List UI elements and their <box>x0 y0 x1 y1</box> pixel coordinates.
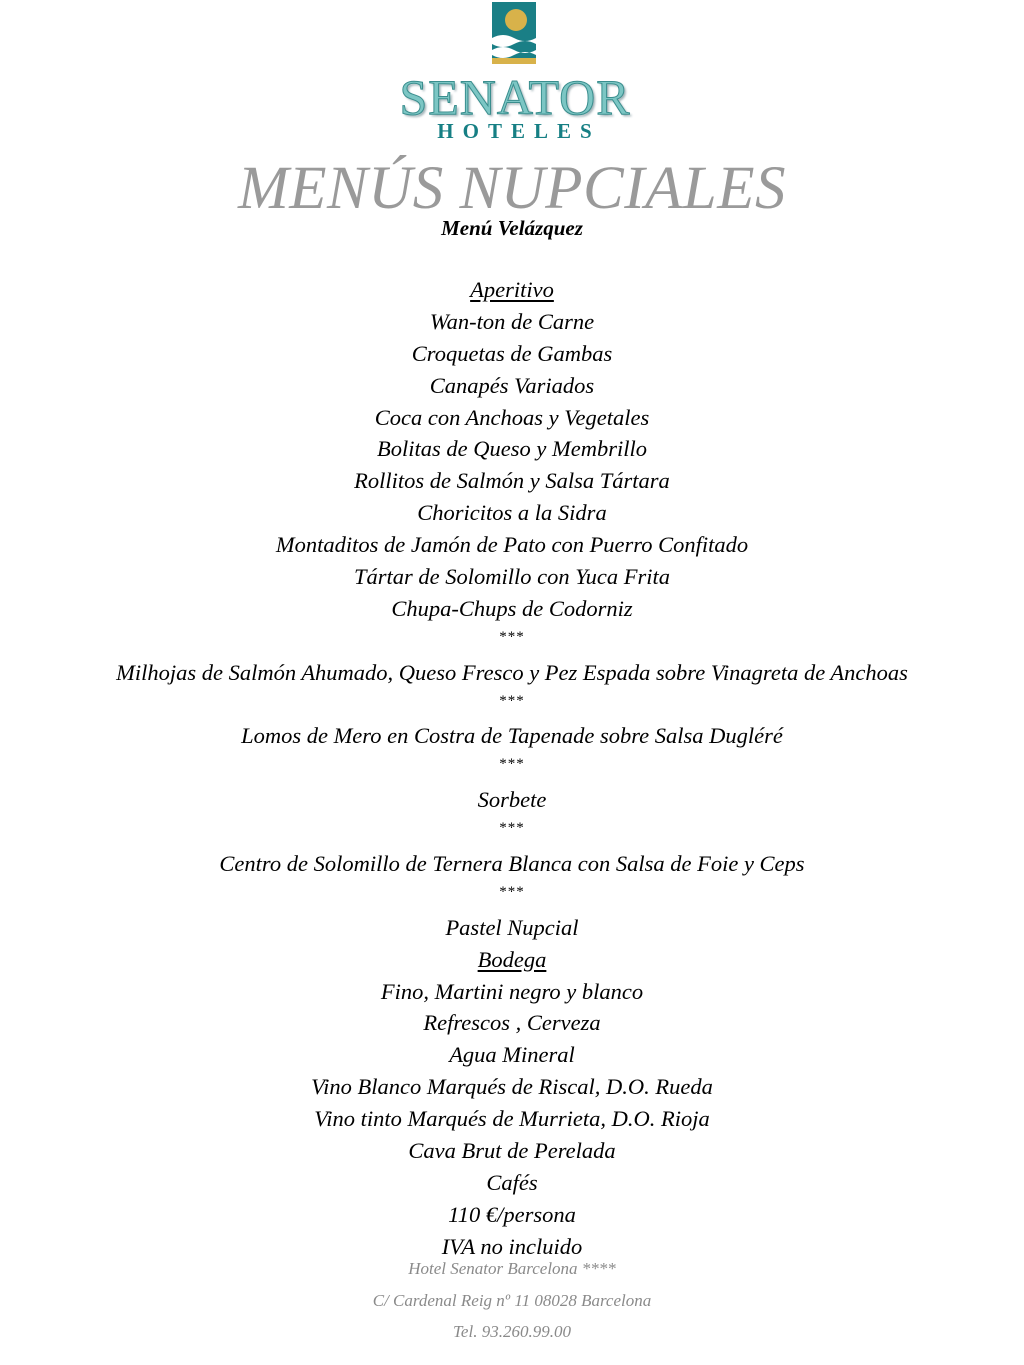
menu-item: IVA no incluido <box>441 1233 583 1259</box>
menu-item: Refrescos , Cerveza <box>423 1010 601 1036</box>
course-separator: *** <box>499 692 525 709</box>
menu-item: Vino tinto Marqués de Murrieta, D.O. Rioja <box>314 1106 710 1132</box>
menu-item: Chupa-Chups de Codorniz <box>391 595 633 621</box>
senator-sun-wave-icon <box>492 2 536 64</box>
menu-item: Montaditos de Jamón de Pato con Puerro Confitado <box>275 532 749 558</box>
menu-item: Lomos de Mero en Costra de Tapenade sobre Salsa Dugléré <box>241 723 783 749</box>
menu-item: Agua Mineral <box>449 1042 575 1068</box>
logo-sub-text: HOTELES <box>437 119 601 143</box>
menu-item: Milhojas de Salmón Ahumado, Queso Fresco y Pez Espada sobre Vinagreta de Anchoas <box>116 659 908 685</box>
menu-item: Fino, Martini negro y blanco <box>380 978 644 1004</box>
menu-item: 110 €/persona <box>448 1201 576 1227</box>
course-separator: *** <box>499 756 525 773</box>
menu-item: Vino Blanco Marqués de Riscal, D.O. Rueda <box>311 1074 713 1100</box>
senator-hoteles-logo <box>380 2 650 142</box>
menu-lines <box>0 274 1024 1263</box>
menu-item: Croquetas de Gambas <box>411 340 613 366</box>
menu-item: Wan-ton de Carne <box>429 308 595 334</box>
menu-item: Cafés <box>486 1169 538 1195</box>
footer-address: C/ Cardenal Reig nº 11 08028 Barcelona <box>372 1291 652 1310</box>
menu-section-heading: Aperitivo <box>470 277 554 302</box>
menu-item: Canapés Variados <box>429 372 595 398</box>
logo-brand-text: SENATOR <box>399 69 631 125</box>
footer-hotel: Hotel Senator Barcelona **** <box>408 1259 616 1278</box>
menu-item: Cava Brut de Perelada <box>408 1138 616 1164</box>
menu-item: Tártar de Solomillo con Yuca Frita <box>353 564 671 590</box>
menu-item: Choricitos a la Sidra <box>417 500 607 526</box>
menu-item: Pastel Nupcial <box>445 914 579 940</box>
course-separator: *** <box>499 820 525 837</box>
menu-item: Coca con Anchoas y Vegetales <box>374 404 650 430</box>
menu-section-heading: Bodega <box>477 946 547 972</box>
menu-item: Sorbete <box>477 787 547 813</box>
menu-item: Centro de Solomillo de Ternera Blanca con Salsa de Foie y Ceps <box>219 851 805 877</box>
menu-name: Menú Velázquez <box>441 216 583 240</box>
menu-item: Rollitos de Salmón y Salsa Tártara <box>354 468 670 494</box>
page-title: MENÚS NUPCIALES <box>237 155 786 222</box>
footer-phone: Tel. 93.260.99.00 <box>453 1322 571 1341</box>
course-separator: *** <box>499 628 525 645</box>
course-separator: *** <box>499 883 525 900</box>
menu-item: Bolitas de Queso y Membrillo <box>377 436 647 462</box>
